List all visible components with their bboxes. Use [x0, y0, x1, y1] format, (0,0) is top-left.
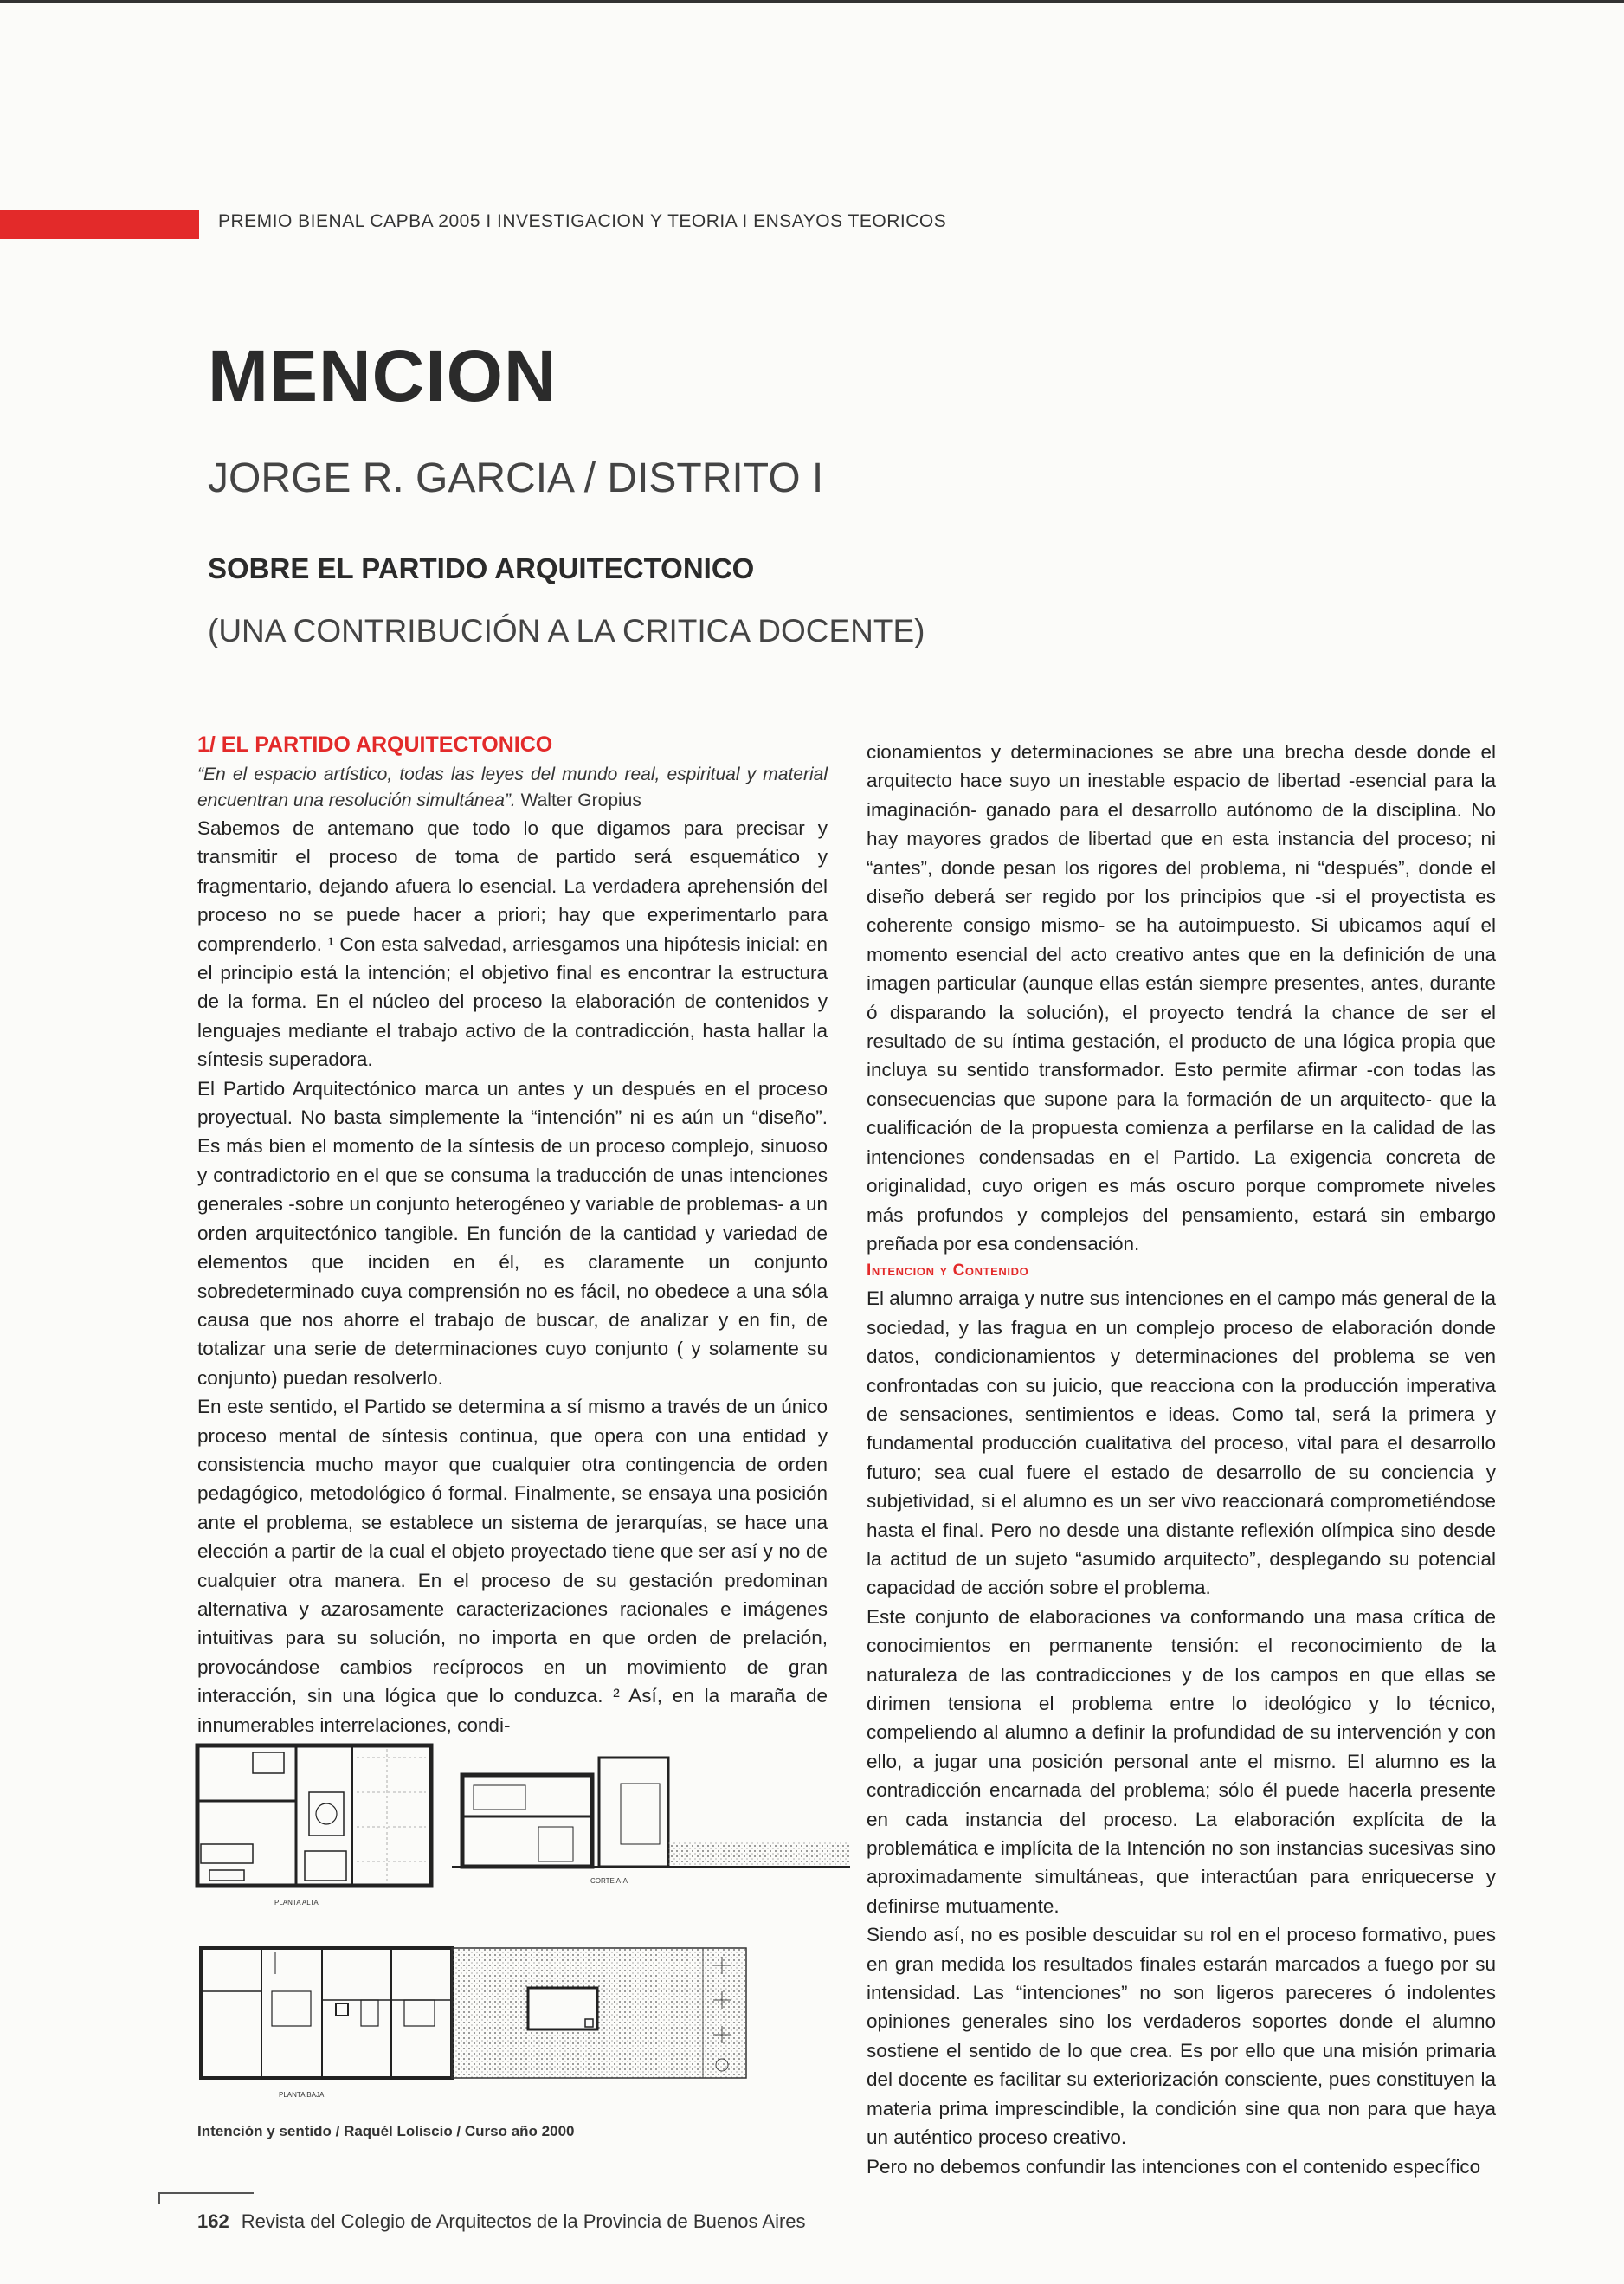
page-number: 162: [197, 2210, 229, 2232]
paragraph: El alumno arraiga y nutre sus intenciones en el campo más general de la sociedad, y las fragua en un complejo proceso de elaboración donde datos, condicionamientos y determinaciones del problema se ven confrontadas con su juicio, que reacciona con la producción imperativa de sensaciones, sentimientos e ideas. Como tal, será la primera y fundamental producción cualitativa del proceso, vital para el desarrollo futuro; sea cual fuere el estado de desarrollo de su conciencia y subjetividad, si el alumno es un ser vivo reaccionará comprometiéndose hasta el final. Pero no desde una distante reflexión olímpica sino desde la actitud de un sujeto “asumido arquitecto”, desplegando su potencial capacidad de acción sobre el problema.: [867, 1287, 1496, 1599]
paragraph: Siendo así, no es posible descuidar su rol en el proceso formativo, pues en gran medida los resultados finales estarán marcados a fuego por su intensidad. Las “intenciones” no son ligeros pareceres ó indolentes opiniones generales sino los verdaderos soportes donde el alumno sostiene el sentido de lo que crea. Es por ello que una misión primaria del docente es facilitar su exteriorización consciente, pues constituyen la materia prima imprescindible, la condición sine qua non para que haya un auténtico proceso creativo.: [867, 1924, 1496, 2149]
footer-rule-tick: [158, 2192, 160, 2204]
journal-name: Revista del Colegio de Arquitectos de la Provincia de Buenos Aires: [241, 2210, 806, 2232]
paragraph: Pero no debemos confundir las intenciones con el contenido específico: [867, 2155, 1481, 2178]
epigraph-text: “En el espacio artístico, todas las leyes del mundo real, espiritual y material encuentran una resolución simultánea”.: [197, 765, 828, 810]
top-rule: [0, 0, 1624, 3]
page-title: MENCION: [208, 335, 557, 416]
subsection-heading: Intencion y Contenido: [867, 1261, 1029, 1281]
section-drawing: [452, 1758, 850, 1867]
paragraph: Este conjunto de elaboraciones va conformando una masa crítica de conocimientos en permanente tensión: el reconocimiento de la naturaleza de las contradicciones y de los campos en que ellas se dirimen tensiona el problema entre lo ideológico y lo técnico, compeliendo al alumno a definir la profundidad de su intervención y con ello, a jugar una posición personal ante el mismo. El alumno es la contradicción encarnada del problema; sólo él puede hacerla presente en cada instancia del proceso. La elaboración explícita de la problemática e implícita de la Intención no son instancias sucesivas sino aproximadamente simultáneas, que interactúan para enriquecerse y definirse mutuamente.: [867, 1605, 1496, 1917]
label-corte: CORTE A-A: [590, 1877, 628, 1885]
label-planta-alta: PLANTA ALTA: [274, 1899, 319, 1907]
author-line: JORGE R. GARCIA / DISTRITO I: [208, 455, 824, 501]
epigraph-author: Walter Gropius: [520, 790, 641, 810]
upper-floor-plan: [197, 1745, 431, 1886]
figure-caption: Intención y sentido / Raquél Loliscio / Curso año 2000: [197, 2123, 575, 2139]
epigraph: [197, 762, 828, 814]
section-heading: 1/ EL PARTIDO ARQUITECTONICO: [197, 732, 553, 757]
paragraph: En este sentido, el Partido se determina a sí mismo a través de un único proceso mental de síntesis continua, que opera con una entidad y consistencia mucho mayor que cualquier otra contingencia de orden pedagógico, metodológico ó formal. Finalmente, se ensaya una posición ante el problema, se establece un sistema de jerarquías, se hace una elección a partir de la cual el objeto proyectado tiene que ser así y no de cualquier otra manera. En el proceso de su gestación predominan alternativa y azarosamente caracterizaciones racionales e imágenes intuitivas para su solución, no importa en que orden de prelación, provocándose cambios recíprocos en un movimiento de gran interacción, sin una lógica que lo conduzca. ² Así, en la maraña de innumerables interrelaciones, condi-: [197, 1396, 828, 1736]
architectural-drawings: [192, 1740, 850, 2121]
header-accent-bar: [0, 210, 199, 239]
label-planta-baja: PLANTA BAJA: [279, 2091, 325, 2099]
running-head: PREMIO BIENAL CAPBA 2005 I INVESTIGACION Y TEORIA I ENSAYOS TEORICOS: [218, 211, 947, 231]
right-column: [867, 738, 1496, 2181]
paragraph: Sabemos de antemano que todo lo que digamos para precisar y transmitir el proceso de toma de partido será esquemático y fragmentario, dejando afuera lo esencial. La verdadera aprehensión del proceso no se puede hacer a priori; hay que experimentarlo para comprenderlo. ¹ Con esta salvedad, arriesgamos una hipótesis inicial: en el principio está la intención; el objetivo final es encontrar la estructura de la forma. En el núcleo del proceso la elaboración de contenidos y lenguajes mediante el trabajo activo de la contradicción, hasta hallar la síntesis superadora.: [197, 817, 828, 1071]
essay-subtitle: (UNA CONTRIBUCIÓN A LA CRITICA DOCENTE): [208, 613, 925, 648]
left-column: [197, 729, 828, 1739]
essay-title: SOBRE EL PARTIDO ARQUITECTONICO: [208, 552, 755, 584]
ground-floor-plan: [201, 1948, 746, 2078]
page-footer: [197, 2210, 806, 2233]
paragraph: cionamientos y determinaciones se abre una brecha desde donde el arquitecto hace suyo un inestable espacio de libertad -esencial para la imaginación- ganado para el desarrollo autónomo de la disciplina. No hay mayores grados de libertad que en esta instancia del proceso; ni “antes”, donde pesan los rigores del problema, ni “después”, donde el diseño deberá ser regido por los principios que -si el proyectista es coherente consigo mismo- se ha autoimpuesto. Si ubicamos aquí el momento esencial del acto creativo antes que en la definición de una imagen particular (aunque ellas están siempre presentes, antes, durante ó disparando la solución), el proyecto tendrá la chance de ser el resultado de su íntima gestación, el producto de una lógica propia que incluya su sentido transformador. Esto permite afirmar -con todas las consecuencias que supone para la formación de un arquitecto- que la cualificación de la propuesta comienza a perfilarse en la calidad de las intenciones condensadas en el Partido. La exigencia concreta de originalidad, cuyo origen es más oscuro porque compromete niveles más profundos y complejos del pensamiento, estará sin embargo preñada por esa condensación.: [867, 741, 1496, 1255]
footer-rule: [158, 2192, 254, 2194]
paragraph: El Partido Arquitectónico marca un antes y un después en el proceso proyectual. No basta simplemente la “intención” ni es aún un “diseño”. Es más bien el momento de la síntesis de un proceso complejo, sinuoso y contradictorio en el que se consuma la traducción de unas intenciones generales -sobre un conjunto heterogéneo y variable de problemas- a un orden arquitectónico tangible. En función de la cantidad y variedad de elementos que inciden en él, es claramente un conjunto sobredeterminado cuya comprensión no es fácil, no obedece a una sóla causa que nos ahorre el trabajo de buscar, de analizar y en fin, de totalizar una serie de determinaciones cuyo conjunto ( y solamente su conjunto) puedan resolverlo.: [197, 1077, 828, 1389]
